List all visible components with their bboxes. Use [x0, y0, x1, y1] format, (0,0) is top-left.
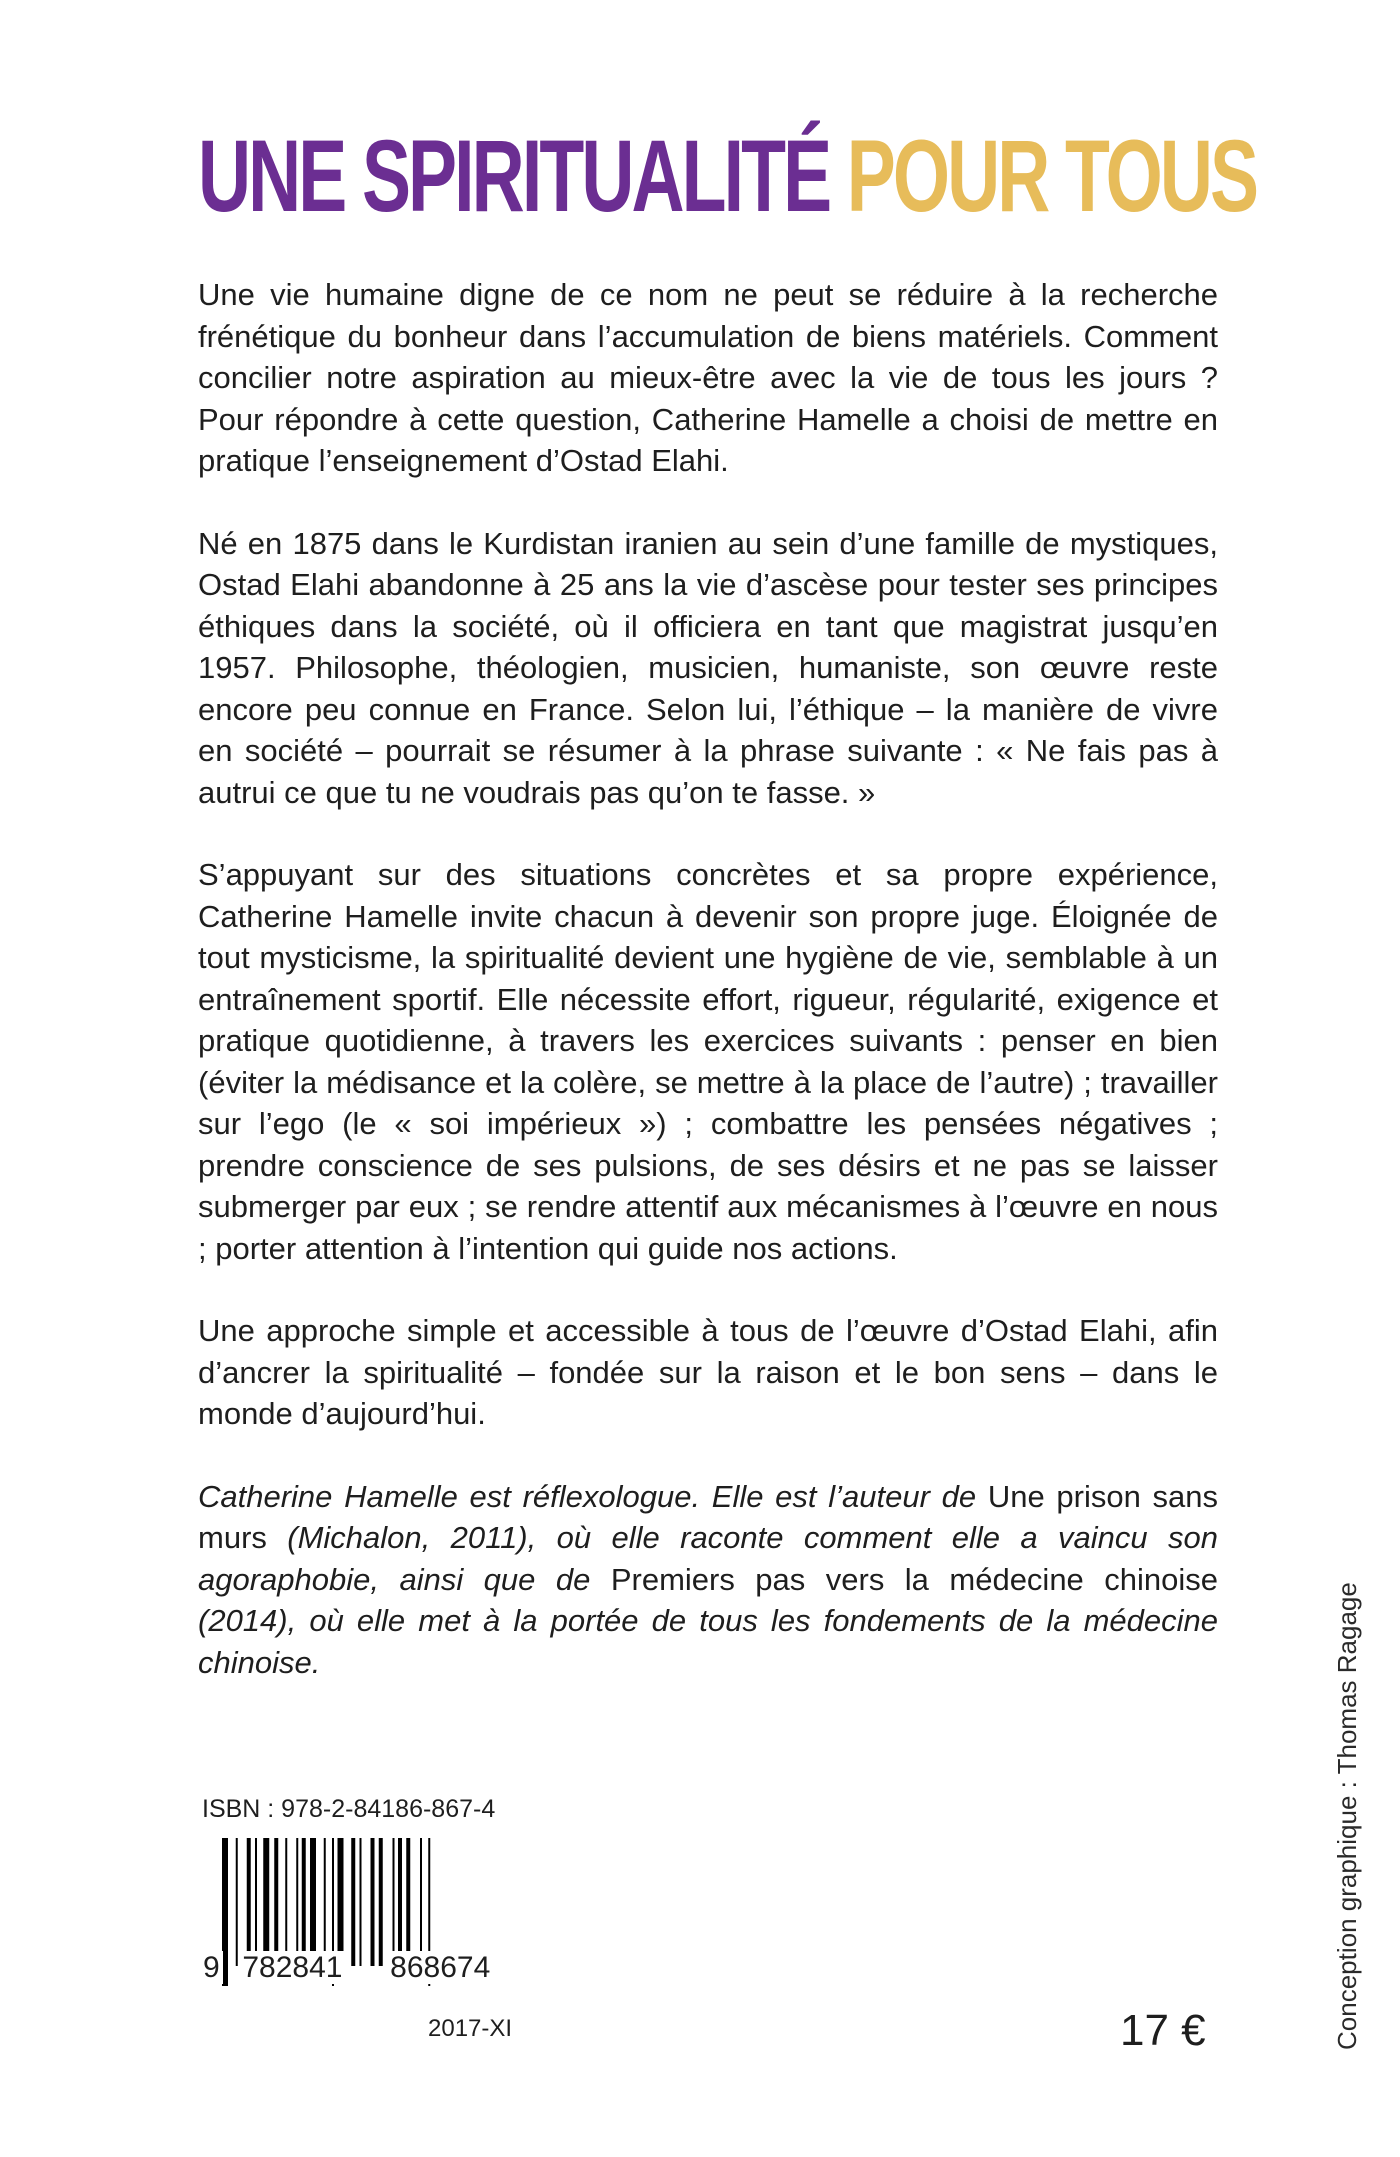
barcode-bar [351, 1838, 355, 1966]
book-title-1: Une prison sans murs [198, 1478, 1218, 1555]
title-part-purple: UNE SPIRITUALITÉ [198, 119, 830, 233]
isbn-label: ISBN : 978-2-84186-867-4 [202, 1795, 496, 1823]
barcode-bar [338, 1838, 344, 1966]
barcode-bar [302, 1838, 306, 1966]
barcode-bar [274, 1838, 278, 1966]
price: 17 € [1120, 2006, 1206, 2055]
paragraph-approach: Une approche simple et accessible à tous de l’œuvre d’Ostad Elahi, afin d’ancrer la spiritualité – fondée sur la raison et le bon sens – dans le monde d’aujourd’hui. [198, 1313, 1218, 1431]
paragraph-ostad-elahi: Né en 1875 dans le Kurdistan iranien au sein d’une famille de mystiques, Ostad Elahi abandonne à 25 ans la vie d’ascèse pour tester ses principes éthiques dans la société, où il officiera en tant que magistrat jusqu’en 1957. Philosophe, théologien, musicien, humaniste, son œuvre reste encore peu connue en France. Selon lui, l’éthique – la manière de vivre en société – pourrait se résumer à la phrase suivante : « Ne fais pas à autrui ce que tu ne voudrais pas qu’on te fasse. » [198, 525, 1218, 810]
barcode-bar [371, 1838, 375, 1966]
barcode-bar [379, 1838, 383, 1966]
barcode-bar [393, 1838, 395, 1966]
book-title [198, 120, 1256, 232]
barcode-bar [324, 1838, 326, 1966]
barcode-first-digit: 9 [200, 1951, 223, 1984]
barcode-bar [406, 1838, 410, 1966]
barcode-bar [255, 1838, 257, 1966]
barcode-bar [263, 1838, 269, 1966]
barcode-bar [236, 1838, 238, 1966]
book-title-2: Premiers pas vers la médecine chinoise [610, 1561, 1219, 1597]
design-credit: Conception graphique : Thomas Ragage [1332, 1582, 1362, 2050]
barcode-bar [247, 1838, 251, 1966]
barcode-bar [285, 1838, 287, 1966]
back-cover-text [198, 274, 1218, 1724]
barcode-bar [310, 1838, 316, 1966]
barcode-group-2: 868674 [387, 1951, 493, 1984]
barcode-bar [398, 1838, 402, 1966]
title-part-gold: POUR TOUS [846, 119, 1257, 233]
paragraph-exercises: S’appuyant sur des situations concrètes et sa propre expérience, Catherine Hamelle invite chacun à devenir son propre juge. Éloignée de tout mysticisme, la spiritualité devient une hygiène de vie, semblable à un entraînement sportif. Elle nécessite effort, rigueur, régularité, exigence et pratique quotidienne, à travers les exercices suivants : penser en bien (éviter la médisance et la colère, se mettre à la place de l’autre) ; travailler sur l’ego (le « soi impérieux ») ; combattre les pensées négatives ; prendre conscience de ses pulsions, de ses désirs et ne pas se laisser submerger par eux ; se rendre attentif aux mécanismes à l’œuvre en nous ; porter attention à l’intention qui guide nos actions. [198, 857, 1218, 1266]
barcode-bar [296, 1838, 298, 1966]
edition-code: 2017-XI [428, 2015, 513, 2042]
author-bio: Catherine Hamelle est réflexologue. Elle est l’auteur de Une prison sans murs (Michalon, 2011), où elle raconte comment elle a vaincu son agoraphobie, ainsi que de Premiers pas vers la médecine chinoise (2014), où elle met à la portée de tous les fondements de la médecine chinoise. [198, 1478, 1219, 1680]
barcode-bar [360, 1838, 362, 1966]
barcode-bar [420, 1838, 422, 1966]
barcode-group-1: 782841 [239, 1951, 345, 1984]
barcode-digits [200, 1950, 493, 1986]
paragraph-intro: Une vie humaine digne de ce nom ne peut se réduire à la recherche frénétique du bonheur dans l’accumulation de biens matériels. Comment concilier notre aspiration au mieux-être avec la vie de tous les jours ? Pour répondre à cette question, Catherine Hamelle a choisi de mettre en pratique l’enseignement d’Ostad Elahi. [198, 277, 1218, 478]
